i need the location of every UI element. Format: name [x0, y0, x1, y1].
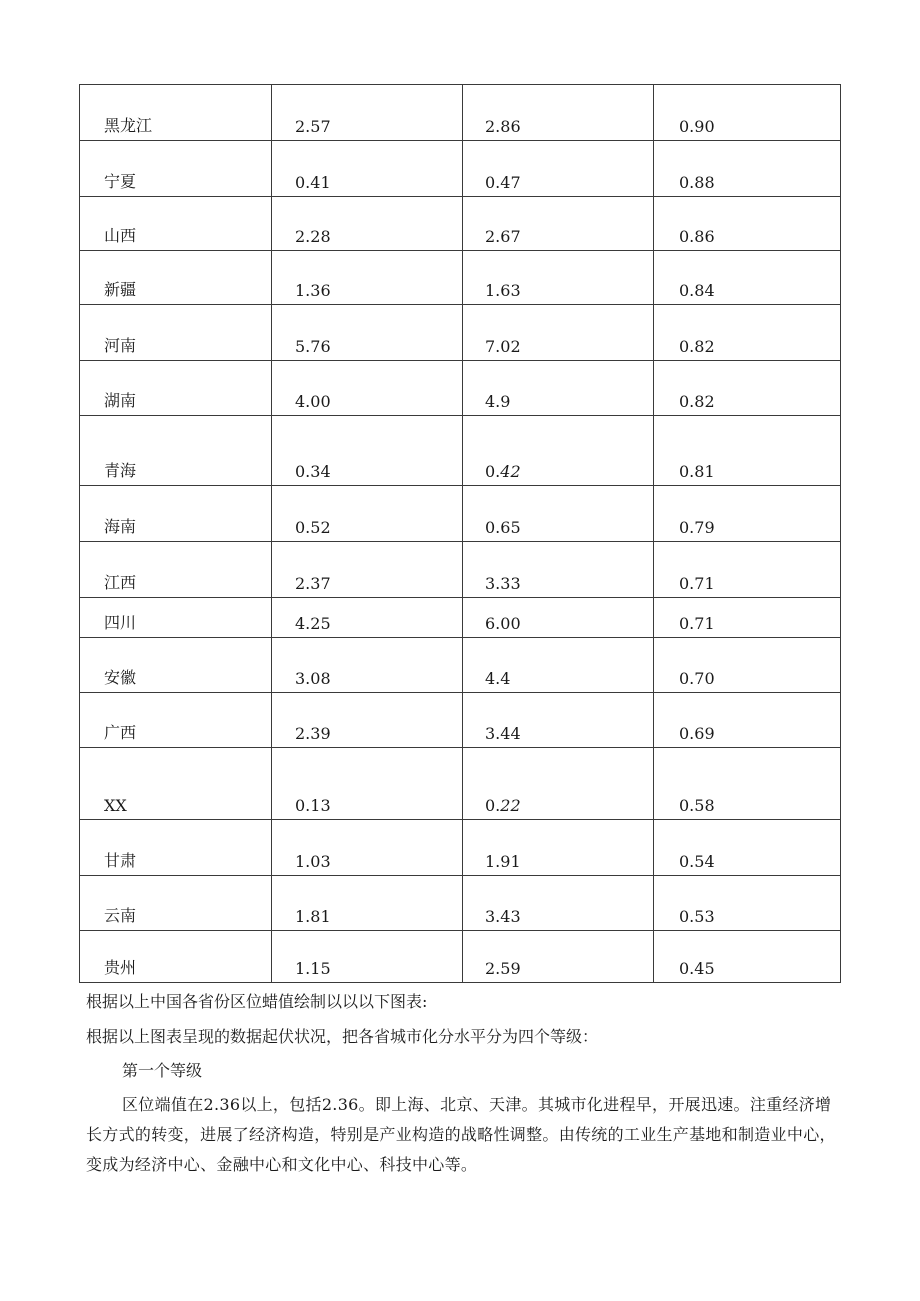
value-2-cell	[463, 305, 654, 361]
value-3-cell: 0.79	[654, 486, 841, 542]
value-2-cell	[463, 876, 654, 931]
value-2-cell	[463, 361, 654, 416]
value-2-cell	[463, 748, 654, 820]
table-row	[80, 693, 841, 748]
value-2-text: 3.33	[485, 574, 521, 593]
value-2-text: 3.44	[485, 724, 521, 743]
table-row	[80, 820, 841, 876]
value-3-cell: 0.84	[654, 251, 841, 305]
value-1-cell: 0.52	[272, 486, 463, 542]
table-row	[80, 931, 841, 983]
value-2-italic-digits: 42	[500, 462, 521, 481]
value-3-cell: 0.58	[654, 748, 841, 820]
value-2-cell	[463, 486, 654, 542]
value-1-cell: 2.57	[272, 85, 463, 141]
province-name-cell: 贵州	[80, 931, 272, 983]
province-name-cell: 新疆	[80, 251, 272, 305]
value-2-cell	[463, 542, 654, 598]
value-1-cell: 2.39	[272, 693, 463, 748]
value-2-cell	[463, 638, 654, 693]
value-2-text: 0.	[485, 462, 501, 481]
heading-first-level: 第一个等级	[122, 1061, 203, 1080]
value-2-text: 3.43	[485, 907, 521, 926]
table-row	[80, 251, 841, 305]
value-1-cell: 4.25	[272, 598, 463, 638]
value-1-cell: 1.36	[272, 251, 463, 305]
province-name-cell: 宁夏	[80, 141, 272, 197]
value-3-cell: 0.54	[654, 820, 841, 876]
value-3-cell: 0.81	[654, 416, 841, 486]
value-2-text: 1.63	[485, 281, 521, 300]
value-3-cell: 0.90	[654, 85, 841, 141]
value-2-cell	[463, 931, 654, 983]
province-name-cell: 云南	[80, 876, 272, 931]
table-row	[80, 85, 841, 141]
province-name-cell: 海南	[80, 486, 272, 542]
table-row	[80, 598, 841, 638]
table-row	[80, 197, 841, 251]
value-3-cell: 0.82	[654, 361, 841, 416]
table-row	[80, 416, 841, 486]
value-2-text: 4.9	[485, 392, 511, 411]
paragraph-chart-intro: 根据以上中国各省份区位蜡值绘制以以以下图表:	[86, 992, 428, 1011]
value-1-cell: 5.76	[272, 305, 463, 361]
value-1-cell: 0.41	[272, 141, 463, 197]
value-3-cell: 0.71	[654, 542, 841, 598]
table-row	[80, 748, 841, 820]
table-row	[80, 638, 841, 693]
value-3-cell: 0.86	[654, 197, 841, 251]
value-1-cell: 2.37	[272, 542, 463, 598]
value-3-cell: 0.88	[654, 141, 841, 197]
province-name-cell: 甘肃	[80, 820, 272, 876]
province-name-cell: 湖南	[80, 361, 272, 416]
value-2-cell	[463, 416, 654, 486]
value-3-cell: 0.45	[654, 931, 841, 983]
province-name-cell: 河南	[80, 305, 272, 361]
value-2-text: 4.4	[485, 669, 511, 688]
value-1-cell: 4.00	[272, 361, 463, 416]
value-1-cell: 0.34	[272, 416, 463, 486]
table-row	[80, 542, 841, 598]
value-2-text: 0.	[485, 796, 501, 815]
value-1-cell: 1.03	[272, 820, 463, 876]
value-2-text: 2.86	[485, 117, 521, 136]
province-name-cell: 江西	[80, 542, 272, 598]
table-row	[80, 141, 841, 197]
value-2-cell	[463, 141, 654, 197]
paragraph-first-level-body: 区位端值在2.36以上，包括2.36。即上海、北京、天津。其城市化进程早，开展迅速。注重经济增长方式的转变，进展了经济构造，特别是产业构造的战略性调整。由传统的工业生产基地和制造业中心，变成为经济中心、金融中心和文化中心、科技中心等。	[86, 1095, 836, 1174]
paragraph-level-division: 根据以上图表呈现的数据起伏状况，把各省城市化分水平分为四个等级：	[86, 1027, 599, 1046]
value-1-cell: 3.08	[272, 638, 463, 693]
province-name-cell: XX	[80, 748, 272, 820]
value-3-cell: 0.82	[654, 305, 841, 361]
value-3-cell: 0.69	[654, 693, 841, 748]
value-2-cell	[463, 820, 654, 876]
value-2-text: 6.00	[485, 614, 521, 633]
province-name-cell: 四川	[80, 598, 272, 638]
value-3-cell: 0.53	[654, 876, 841, 931]
value-2-cell	[463, 197, 654, 251]
value-1-cell: 1.81	[272, 876, 463, 931]
value-1-cell: 0.13	[272, 748, 463, 820]
province-name-cell: 安徽	[80, 638, 272, 693]
value-1-cell: 2.28	[272, 197, 463, 251]
value-2-text: 1.91	[485, 852, 521, 871]
value-3-cell: 0.71	[654, 598, 841, 638]
table-row	[80, 876, 841, 931]
province-data-table	[79, 84, 841, 983]
table-row	[80, 305, 841, 361]
value-2-text: 0.65	[485, 518, 521, 537]
province-name-cell: 黑龙江	[80, 85, 272, 141]
value-2-text: 0.47	[485, 173, 521, 192]
value-2-cell	[463, 693, 654, 748]
value-2-text: 2.59	[485, 959, 521, 978]
table-row	[80, 486, 841, 542]
province-name-cell: 青海	[80, 416, 272, 486]
value-2-cell	[463, 251, 654, 305]
table-row	[80, 361, 841, 416]
value-2-cell	[463, 598, 654, 638]
value-2-text: 2.67	[485, 227, 521, 246]
value-2-cell	[463, 85, 654, 141]
value-2-italic-digits: 22	[500, 796, 521, 815]
value-1-cell: 1.15	[272, 931, 463, 983]
province-name-cell: 山西	[80, 197, 272, 251]
value-2-text: 7.02	[485, 337, 521, 356]
province-name-cell: 广西	[80, 693, 272, 748]
value-3-cell: 0.70	[654, 638, 841, 693]
